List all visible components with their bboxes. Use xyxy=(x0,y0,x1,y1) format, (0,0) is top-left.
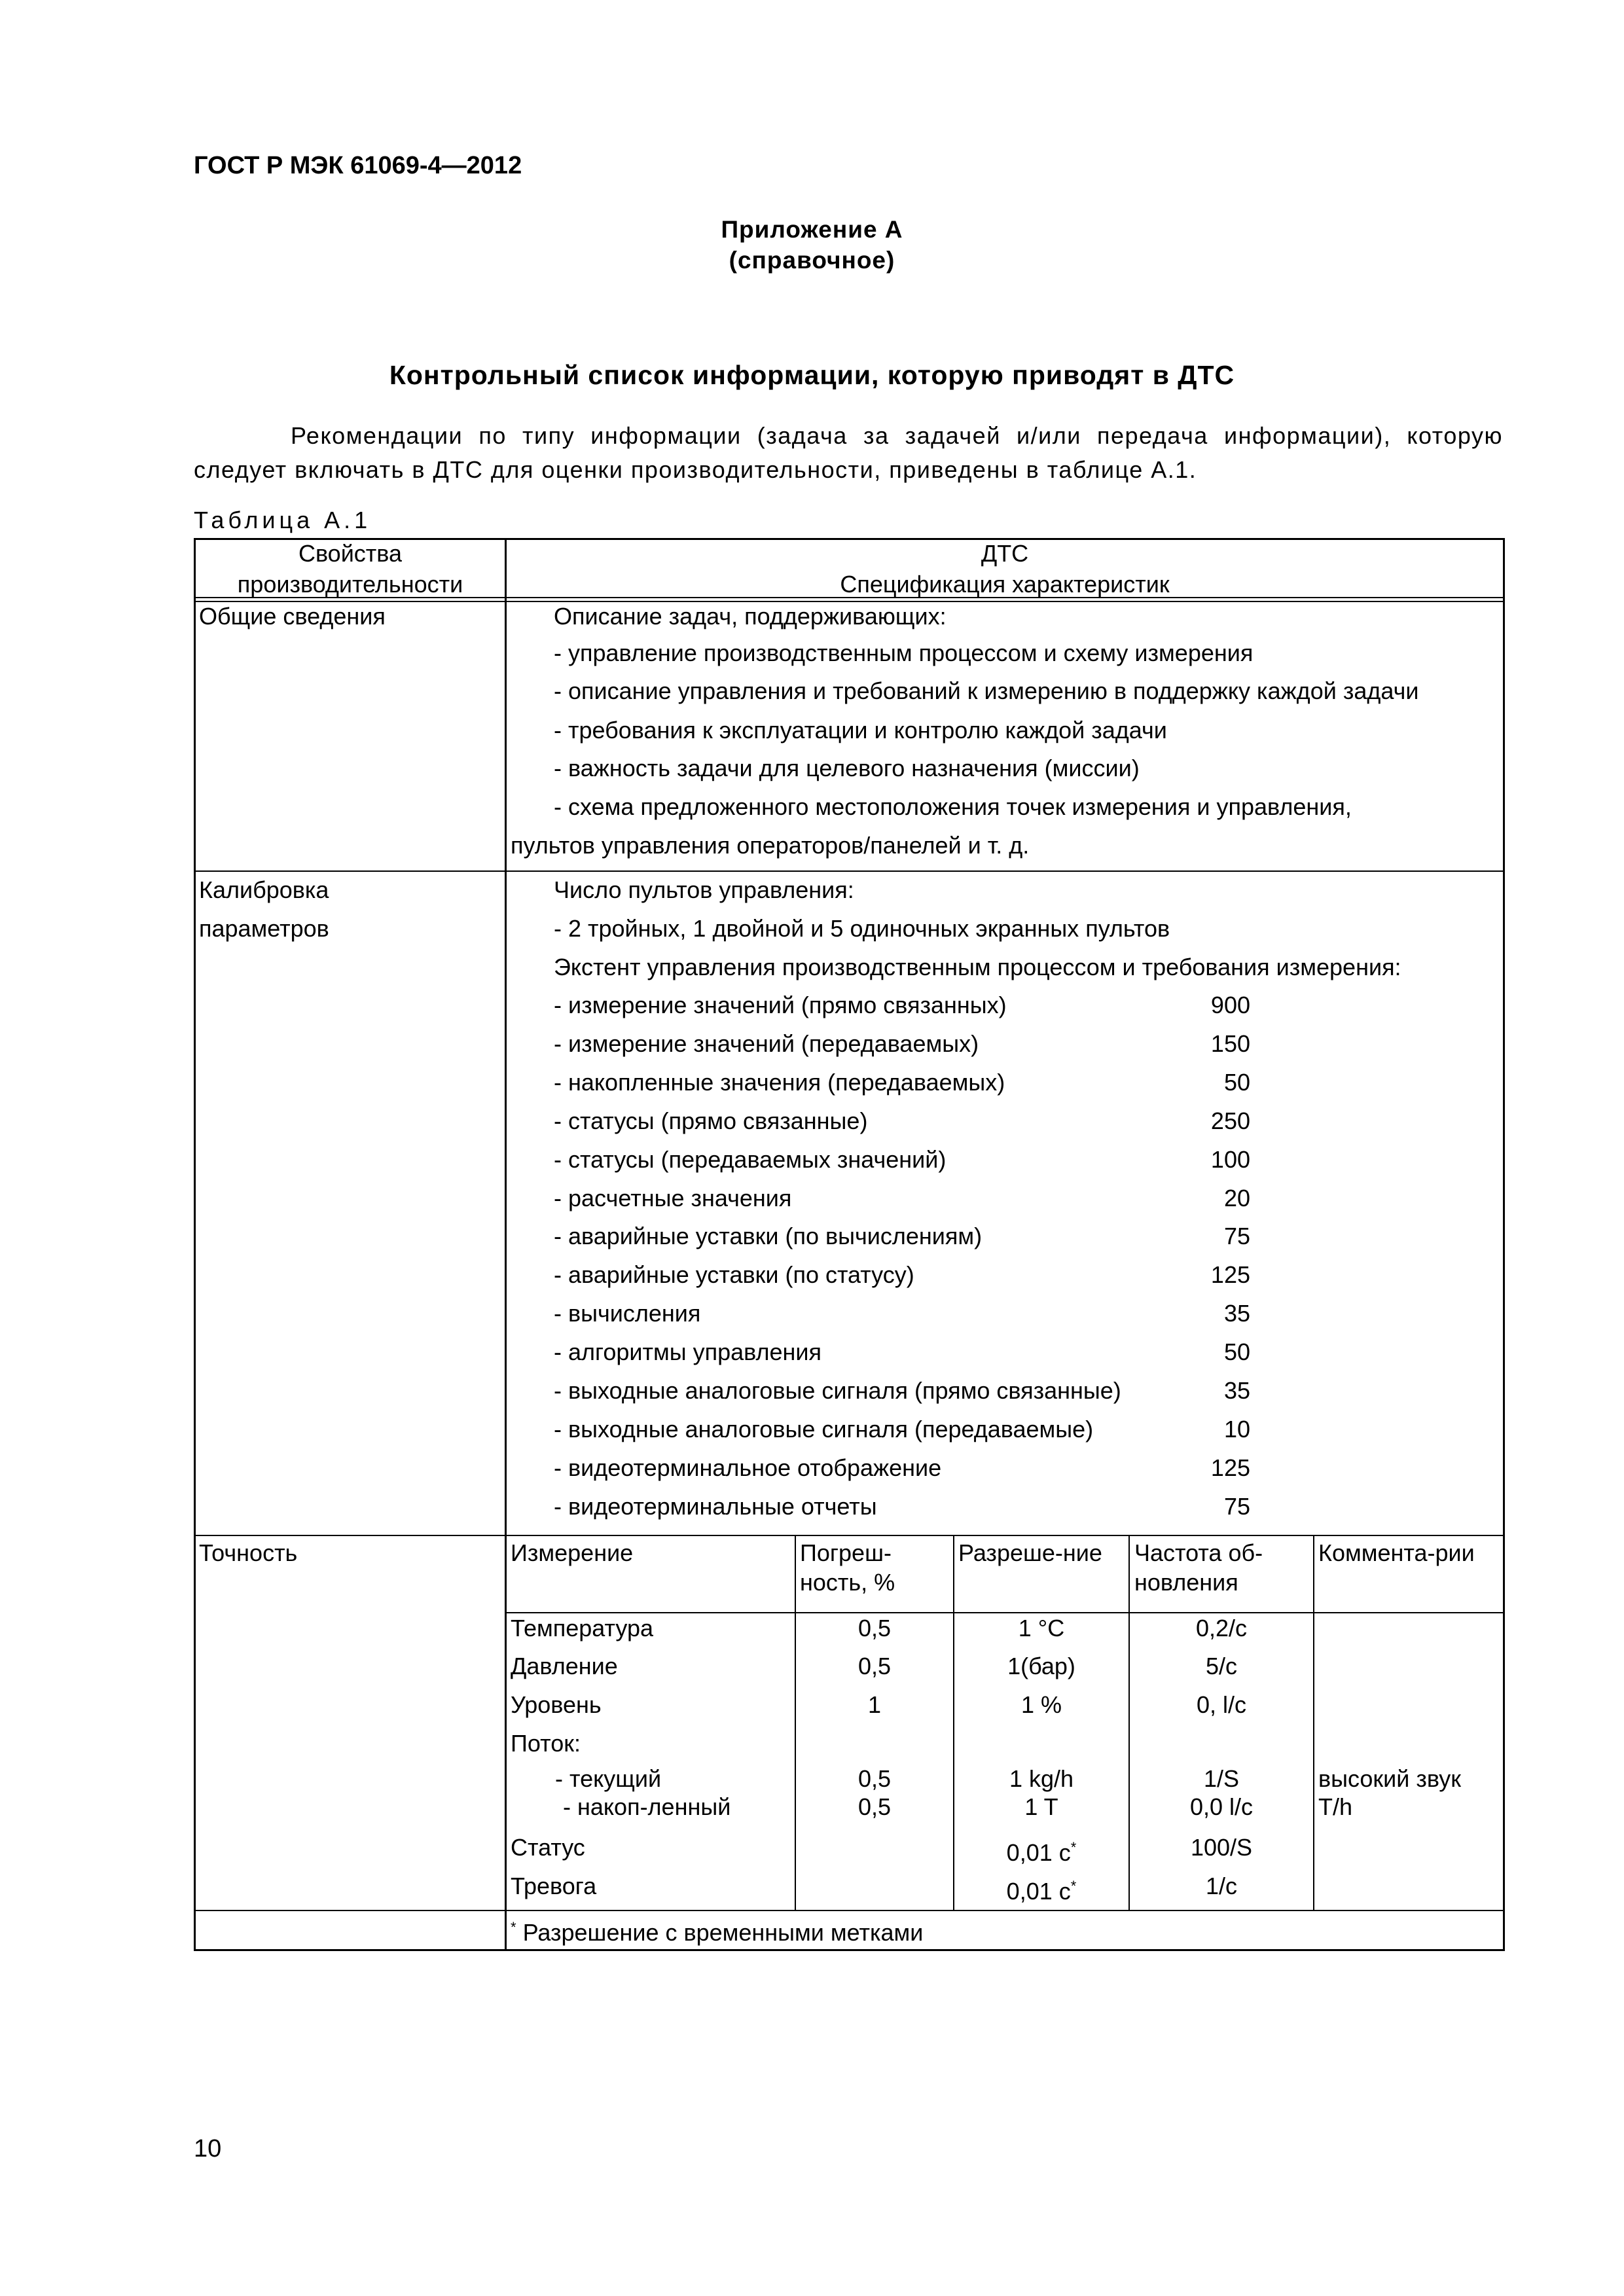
accuracy-col-divider-1 xyxy=(795,1535,796,1910)
accuracy-row-frequency: 0, l/с xyxy=(1196,1691,1247,1718)
accuracy-row-measure: Давление xyxy=(511,1653,618,1679)
general-line: Описание задач, поддерживающих: xyxy=(554,603,947,630)
calibration-item-label: - алгоритмы управления xyxy=(554,1338,821,1366)
alarm-resolution: 0,01 c* xyxy=(1006,1878,1077,1905)
general-line: - требования к эксплуатации и контролю каждой задачи xyxy=(554,717,1167,744)
accuracy-header-rule xyxy=(505,1612,1504,1613)
calibration-item-value: 900 xyxy=(1210,992,1250,1018)
flow-current-frequency: 1/S xyxy=(1203,1765,1240,1792)
accuracy-row-resolution: 1 % xyxy=(1020,1691,1062,1718)
flow-accum-frequency: 0,0 l/c xyxy=(1189,1793,1254,1820)
accuracy-row-frequency: 5/с xyxy=(1205,1653,1238,1679)
general-line: - схема предложенного местоположения точек измерения и управления, xyxy=(554,793,1352,820)
general-line: - описание управления и требований к измерению в поддержку каждой задачи xyxy=(554,677,1419,704)
document-header: ГОСТ Р МЭК 61069-4—2012 xyxy=(194,152,522,179)
calibration-item-value: 125 xyxy=(1210,1261,1250,1289)
accuracy-row-resolution: 1(бар) xyxy=(1007,1653,1075,1679)
flow-current-resolution: 1 kg/h xyxy=(1009,1765,1074,1792)
calibration-item-label: - выходные аналоговые сигналя (передаваемые) xyxy=(554,1415,1094,1443)
page-number: 10 xyxy=(194,2135,222,2162)
calibration-item-value: 150 xyxy=(1210,1030,1250,1057)
flow-accum-error: 0,5 xyxy=(857,1793,892,1820)
calibration-item-value: 10 xyxy=(1223,1415,1250,1443)
flow-current-measure: - текущий xyxy=(555,1765,662,1792)
appendix-subtitle: (справочное) xyxy=(729,247,895,274)
accuracy-row-measure: Уровень xyxy=(511,1691,602,1718)
alarm-measure: Тревога xyxy=(511,1873,597,1899)
flow-accum-measure: - накоп-ленный xyxy=(563,1793,731,1820)
calibration-item-value: 35 xyxy=(1223,1377,1250,1404)
calibration-item-label: - выходные аналоговые сигналя (прямо связанные) xyxy=(554,1377,1121,1404)
flow-accum-comment: T/h xyxy=(1318,1793,1353,1820)
row-divider-accuracy xyxy=(194,1910,1504,1911)
calibration-item-label: - аварийные уставки (по вычислениям) xyxy=(554,1223,983,1250)
calibration-item-value: 50 xyxy=(1223,1068,1250,1096)
header-col2-line2: Спецификация характеристик xyxy=(840,571,1170,598)
accuracy-label: Точность xyxy=(199,1539,298,1566)
calibration-item-value: 50 xyxy=(1223,1338,1250,1366)
calibration-label-1: Калибровка xyxy=(199,876,329,903)
calibration-item-label: - видеотерминальные отчеты xyxy=(554,1492,877,1520)
general-label: Общие сведения xyxy=(199,603,386,630)
accuracy-row-frequency: 0,2/с xyxy=(1195,1615,1248,1641)
calibration-item-label: - накопленные значения (передаваемых) xyxy=(554,1068,1005,1096)
intro-line-1: Рекомендации по типу информации (задача за задачей и/или передача информации), которую xyxy=(291,422,1503,449)
section-title: Контрольный список информации, которую приводят в ДТС xyxy=(389,360,1235,390)
calibration-item-label: - статусы (передаваемых значений) xyxy=(554,1145,947,1173)
flow-current-comment: высокий звук xyxy=(1318,1765,1461,1792)
intro-paragraph xyxy=(194,419,1503,487)
accuracy-row-error: 0,5 xyxy=(857,1653,892,1679)
calibration-intro-line: Экстент управления производственным процессом и требования измерения: xyxy=(554,954,1401,980)
accuracy-row-error: 1 xyxy=(867,1691,882,1718)
accuracy-col-divider-4 xyxy=(1313,1535,1314,1910)
calibration-item-value: 75 xyxy=(1223,1223,1250,1250)
table-column-divider xyxy=(505,538,507,1951)
general-line: - важность задачи для целевого назначения (миссии) xyxy=(554,755,1140,781)
acc-head-measure: Измерение xyxy=(511,1539,634,1566)
appendix-title: Приложение А xyxy=(721,216,903,243)
table-border-right xyxy=(1503,538,1505,1951)
header-col1-line2: производительности xyxy=(237,571,463,598)
calibration-item-value: 35 xyxy=(1223,1300,1250,1327)
flow-accum-resolution: 1 T xyxy=(1024,1793,1058,1820)
status-frequency: 100/S xyxy=(1190,1834,1253,1861)
calibration-item-value: 125 xyxy=(1210,1454,1250,1481)
acc-head-resolution: Разреше-ние xyxy=(958,1539,1102,1566)
calibration-label-2: параметров xyxy=(199,915,329,942)
status-measure: Статус xyxy=(511,1834,585,1861)
calibration-intro-line: - 2 тройных, 1 двойной и 5 одиночных экранных пультов xyxy=(554,915,1170,942)
accuracy-row-error: 0,5 xyxy=(857,1615,892,1641)
accuracy-row-measure: Температура xyxy=(511,1615,654,1641)
table-footnote: * Разрешение с временными метками xyxy=(511,1919,924,1946)
general-line: - управление производственным процессом и схему измерения xyxy=(554,639,1254,666)
calibration-item-value: 75 xyxy=(1223,1492,1250,1520)
calibration-item-label: - статусы (прямо связанные) xyxy=(554,1107,868,1134)
acc-head-error-2: ность, % xyxy=(800,1569,895,1596)
calibration-intro-line: Число пультов управления: xyxy=(554,876,854,903)
intro-line-2: следует включать в ДТС для оценки производительности, приведены в таблице А.1. xyxy=(194,456,1197,483)
calibration-item-value: 250 xyxy=(1210,1107,1250,1134)
accuracy-row-resolution: 1 °C xyxy=(1018,1615,1065,1641)
status-resolution: 0,01 c* xyxy=(1006,1839,1077,1866)
calibration-item-label: - вычисления xyxy=(554,1300,701,1327)
accuracy-row-measure: Поток: xyxy=(511,1730,581,1757)
calibration-item-value: 20 xyxy=(1223,1184,1250,1211)
calibration-item-value: 100 xyxy=(1210,1145,1250,1173)
acc-head-comments: Коммента-рии xyxy=(1318,1539,1475,1566)
calibration-item-label: - расчетные значения xyxy=(554,1184,792,1211)
acc-head-error-1: Погреш- xyxy=(800,1539,892,1566)
acc-head-frequency-2: новления xyxy=(1134,1569,1238,1596)
table-border-left xyxy=(194,538,196,1951)
table-border-bottom xyxy=(194,1949,1504,1951)
header-col2-line1: ДТС xyxy=(981,540,1029,567)
flow-current-error: 0,5 xyxy=(857,1765,892,1792)
general-line: пультов управления операторов/панелей и т. д. xyxy=(511,832,1030,859)
table-label: Таблица А.1 xyxy=(194,507,372,533)
acc-head-frequency-1: Частота об- xyxy=(1134,1539,1263,1566)
alarm-frequency: 1/c xyxy=(1205,1873,1238,1899)
header-col1-line1: Свойства xyxy=(298,540,403,567)
row-divider-general xyxy=(194,870,1504,872)
table-header-rule-2 xyxy=(194,601,1504,602)
calibration-item-label: - аварийные уставки (по статусу) xyxy=(554,1261,914,1289)
calibration-item-label: - видеотерминальное отображение xyxy=(554,1454,942,1481)
row-divider-calibration xyxy=(194,1535,1504,1536)
calibration-item-label: - измерение значений (прямо связанных) xyxy=(554,992,1007,1018)
calibration-item-label: - измерение значений (передаваемых) xyxy=(554,1030,979,1057)
